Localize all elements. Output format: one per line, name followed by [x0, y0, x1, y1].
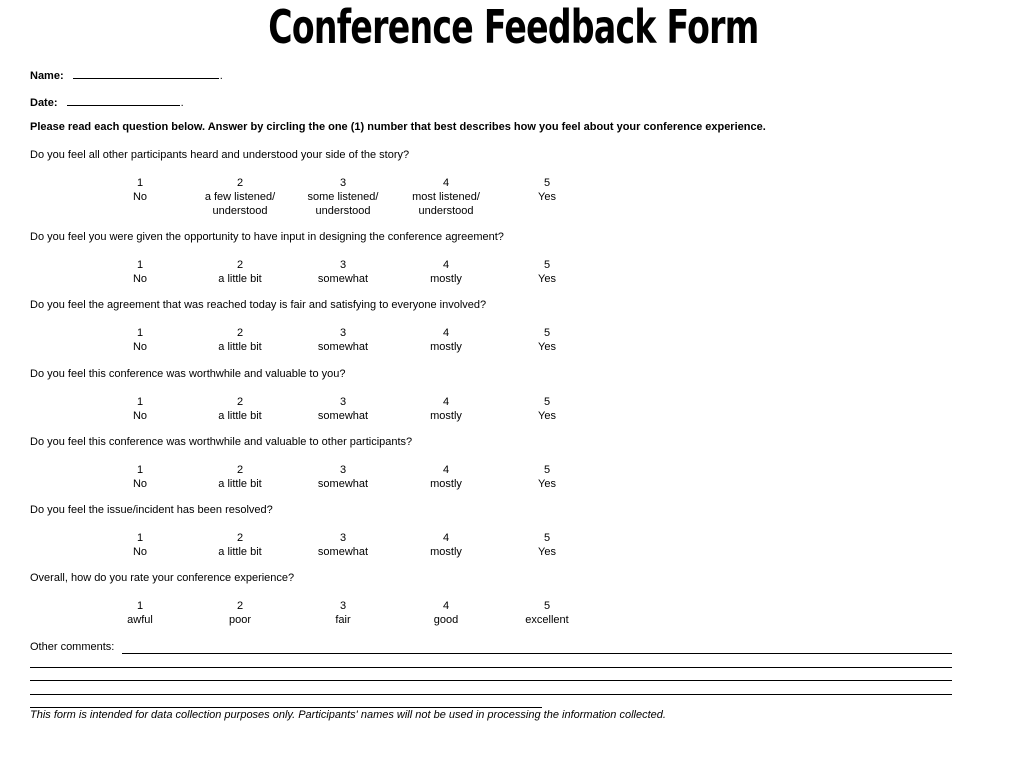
- rating-number[interactable]: 5: [543, 532, 551, 544]
- rating-option-5[interactable]: [487, 176, 607, 204]
- rating-number[interactable]: 2: [236, 327, 244, 339]
- rating-number[interactable]: 2: [236, 177, 244, 189]
- rating-label: Yes: [538, 546, 556, 558]
- rating-number[interactable]: 1: [136, 177, 144, 189]
- rating-number[interactable]: 3: [339, 177, 347, 189]
- rating-number[interactable]: 5: [543, 327, 551, 339]
- rating-label: Yes: [538, 191, 556, 203]
- rating-label: mostly: [430, 478, 462, 490]
- rating-label: somewhat: [317, 478, 369, 490]
- rating-label: No: [132, 546, 148, 558]
- rating-option-3[interactable]: [283, 599, 403, 627]
- rating-option-2[interactable]: [180, 395, 300, 423]
- rating-number[interactable]: 4: [442, 327, 450, 339]
- rating-option-3[interactable]: [283, 326, 403, 354]
- rating-label: No: [132, 273, 148, 285]
- name-label: Name:: [30, 70, 64, 82]
- rating-label: No: [132, 410, 148, 422]
- rating-number[interactable]: 2: [236, 396, 244, 408]
- rating-number[interactable]: 3: [339, 327, 347, 339]
- disclaimer-text: This form is intended for data collection purposes only. Participants' names will not be used in processing the information collected.: [30, 709, 666, 721]
- rating-option-3[interactable]: [283, 463, 403, 491]
- rating-number[interactable]: 2: [236, 600, 244, 612]
- rating-number[interactable]: 3: [339, 600, 347, 612]
- rating-number[interactable]: 5: [543, 177, 551, 189]
- rating-label: a little bit: [218, 341, 262, 353]
- comment-line-1[interactable]: [122, 653, 952, 654]
- rating-label: a little bit: [218, 478, 262, 490]
- rating-number[interactable]: 3: [339, 464, 347, 476]
- rating-option-2[interactable]: [180, 176, 300, 218]
- rating-label: a little bit: [218, 546, 262, 558]
- question-6-rating-scale: [0, 531, 700, 571]
- question-1-text: Do you feel all other participants heard and understood your side of the story?: [30, 149, 410, 161]
- rating-number[interactable]: 3: [339, 259, 347, 271]
- rating-number[interactable]: 4: [442, 396, 450, 408]
- comment-line-2[interactable]: [30, 667, 952, 668]
- rating-label: somewhat: [317, 410, 369, 422]
- question-5-rating-scale: [0, 463, 700, 503]
- rating-number[interactable]: 5: [543, 600, 551, 612]
- rating-number[interactable]: 4: [442, 600, 450, 612]
- date-blank-line[interactable]: [67, 94, 180, 106]
- rating-option-5[interactable]: [487, 258, 607, 286]
- rating-number[interactable]: 2: [236, 259, 244, 271]
- comment-line-5[interactable]: [30, 707, 542, 708]
- rating-label: good: [433, 614, 459, 626]
- rating-label: somewhat: [317, 273, 369, 285]
- rating-option-3[interactable]: [283, 176, 403, 218]
- rating-label: Yes: [538, 410, 556, 422]
- rating-label: a little bit: [218, 410, 262, 422]
- rating-option-2[interactable]: [180, 463, 300, 491]
- rating-label: awful: [127, 614, 153, 626]
- question-4-rating-scale: [0, 395, 700, 435]
- form-title: Conference Feedback Form: [268, 0, 759, 54]
- name-line-end: .: [219, 70, 223, 82]
- rating-label: poor: [228, 614, 252, 626]
- rating-number[interactable]: 2: [236, 532, 244, 544]
- question-3-rating-scale: [0, 326, 700, 366]
- question-1-rating-scale: [0, 176, 700, 216]
- question-5-text: Do you feel this conference was worthwhile and valuable to other participants?: [30, 436, 413, 448]
- rating-option-3[interactable]: [283, 395, 403, 423]
- date-label: Date:: [30, 97, 58, 109]
- rating-number[interactable]: 4: [442, 532, 450, 544]
- rating-number[interactable]: 1: [136, 600, 144, 612]
- rating-number[interactable]: 4: [442, 259, 450, 271]
- rating-label: Yes: [538, 478, 556, 490]
- rating-number[interactable]: 1: [136, 532, 144, 544]
- rating-number[interactable]: 4: [442, 464, 450, 476]
- rating-option-5[interactable]: [487, 531, 607, 559]
- rating-label: No: [132, 341, 148, 353]
- comment-line-3[interactable]: [30, 680, 952, 681]
- rating-label: somewhat: [317, 341, 369, 353]
- rating-number[interactable]: 5: [543, 259, 551, 271]
- question-7-rating-scale: [0, 599, 700, 639]
- question-2-text: Do you feel you were given the opportunity to have input in designing the conference agreement?: [30, 231, 504, 243]
- rating-label: a little bit: [218, 273, 262, 285]
- question-3-text: Do you feel the agreement that was reached today is fair and satisfying to everyone involved?: [30, 299, 487, 311]
- rating-label: mostly: [430, 341, 462, 353]
- rating-number[interactable]: 5: [543, 464, 551, 476]
- rating-option-2[interactable]: [180, 531, 300, 559]
- rating-number[interactable]: 1: [136, 464, 144, 476]
- rating-label: Yes: [538, 273, 556, 285]
- rating-number[interactable]: 1: [136, 327, 144, 339]
- rating-option-5[interactable]: [487, 395, 607, 423]
- rating-number[interactable]: 1: [136, 396, 144, 408]
- name-blank-line[interactable]: [73, 67, 219, 79]
- rating-option-5[interactable]: [487, 463, 607, 491]
- rating-number[interactable]: 3: [339, 532, 347, 544]
- rating-label: No: [132, 191, 148, 203]
- rating-option-5[interactable]: [487, 326, 607, 354]
- rating-option-5[interactable]: [487, 599, 607, 627]
- rating-option-2[interactable]: [180, 599, 300, 627]
- question-4-text: Do you feel this conference was worthwhile and valuable to you?: [30, 368, 346, 380]
- rating-option-2[interactable]: [180, 258, 300, 286]
- instructions-text: Please read each question below. Answer by circling the one (1) number that best describes how you feel about your conference experience.: [30, 121, 766, 133]
- question-6-text: Do you feel the issue/incident has been resolved?: [30, 504, 273, 516]
- rating-option-2[interactable]: [180, 326, 300, 354]
- rating-label: mostly: [430, 546, 462, 558]
- question-7-text: Overall, how do you rate your conference experience?: [30, 572, 295, 584]
- rating-label: Yes: [538, 341, 556, 353]
- rating-number[interactable]: 5: [543, 396, 551, 408]
- rating-label: excellent: [525, 614, 569, 626]
- question-2-rating-scale: [0, 258, 700, 298]
- rating-label: some listened/ understood: [307, 191, 379, 217]
- date-line-end: .: [180, 97, 184, 109]
- rating-label: No: [132, 478, 148, 490]
- date-field[interactable]: [30, 94, 184, 109]
- rating-number[interactable]: 2: [236, 464, 244, 476]
- rating-number[interactable]: 4: [442, 177, 450, 189]
- rating-label: fair: [335, 614, 351, 626]
- rating-option-3[interactable]: [283, 531, 403, 559]
- rating-label: somewhat: [317, 546, 369, 558]
- comment-line-4[interactable]: [30, 694, 952, 695]
- rating-label: a few listened/ understood: [204, 191, 276, 217]
- rating-label: most listened/ understood: [412, 191, 480, 217]
- rating-number[interactable]: 1: [136, 259, 144, 271]
- other-comments-label: Other comments:: [30, 641, 115, 653]
- name-field[interactable]: [30, 67, 223, 82]
- rating-label: mostly: [430, 273, 462, 285]
- rating-number[interactable]: 3: [339, 396, 347, 408]
- rating-label: mostly: [430, 410, 462, 422]
- rating-option-3[interactable]: [283, 258, 403, 286]
